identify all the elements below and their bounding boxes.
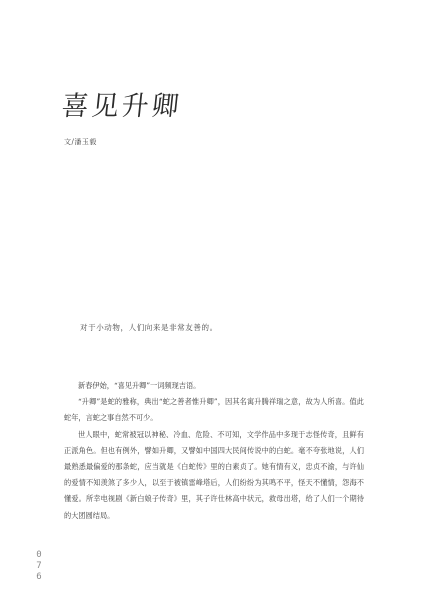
body-paragraph: 新春伊始，“喜见升卿”一词频现吉语。 [78,381,201,390]
page-number-digit: 7 [36,561,42,571]
lead-sentence: 对于小动物，人们向来是非常友善的。 [80,323,218,332]
article-body [64,378,364,524]
article-title: 喜见升卿 [60,91,184,122]
body-paragraph: 世人眼中，蛇常被冠以神秘、冷血、危险、不可知，文学作品中多现于志怪传奇，且鲜有正派角色。但也有例外，譬如升卿，又譬如中国四大民间传说中的白蛇。毫不夸张地说，人们最熟悉最偏爱的那条蛇，应当就是《白蛇传》里的白素贞了。她有情有义，忠贞不渝，与许仙的爱情不知羡煞了多少人，以至于被镇雷峰塔后，人们纷纷为其鸣不平，怪天不懂情，怨海不懂爱。所幸电视剧《新白娘子传奇》里，其子许仕林高中状元，救母出塔，给了人们一个期待的大团圆结局。 [64,429,364,520]
page-number-digit: 0 [36,550,42,560]
body-paragraph: “升卿”是蛇的雅称，典出“蛇之善者惟升卿”，因其名寓升腾祥瑞之意，故为人所喜。值此蛇年，言蛇之事自然不可少。 [64,397,364,423]
page-number [34,550,44,583]
page-number-digit: 6 [36,572,42,582]
author-byline: 文/潘玉毅 [64,138,97,146]
